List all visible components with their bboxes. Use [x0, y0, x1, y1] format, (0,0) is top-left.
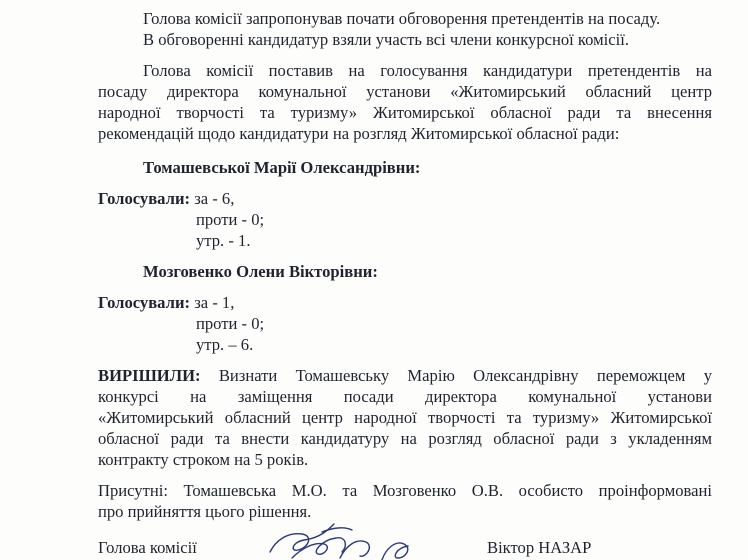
- voting-para-line-4: рекомендацій щодо кандидатури на розгляд Житомирської обласної ради:: [98, 124, 620, 143]
- footer-name: Віктор НАЗАР: [487, 538, 592, 557]
- decision-line-2: конкурсі на заміщення посади директора комунальної установи: [98, 387, 712, 406]
- voted-label: Голосували:: [98, 293, 191, 312]
- votes-for: за - 1,: [194, 293, 235, 312]
- candidate-2-against: проти - 0;: [196, 314, 265, 333]
- voting-para-line-3: народної творчості та туризму» Житомирської обласної ради та внесення: [98, 103, 712, 122]
- candidate-1-votes: [98, 189, 234, 209]
- decision-line-5: контракту строком на 5 років.: [98, 450, 309, 469]
- candidate-1-abstain: утр. - 1.: [196, 231, 251, 250]
- footer-role: Голова комісії: [98, 538, 197, 557]
- decision-label: ВИРІШИЛИ:: [98, 366, 201, 385]
- decision-first-text: Визнати Томашевську Марію Олександрівну переможцем у: [218, 366, 712, 385]
- candidate-1-name: Томашевської Марії Олександрівни:: [143, 158, 421, 177]
- present-line-1: Присутні: Томашевська М.О. та Мозговенко О.В. особисто проінформовані: [98, 481, 712, 500]
- present-line-2: про прийняття цього рішення.: [98, 502, 312, 521]
- decision-line-1: [98, 366, 712, 386]
- candidate-2-name: Мозговенко Олени Вікторівни:: [143, 262, 378, 281]
- decision-line-3: «Житомирський обласний центр народної творчості та туризму» Житомирської: [98, 408, 712, 427]
- candidate-2-abstain: утр. – 6.: [196, 335, 254, 354]
- candidate-2-votes: [98, 293, 234, 313]
- signature: [262, 518, 452, 560]
- voting-para-line-1: Голова комісії поставив на голосування кандидатури претендентів на: [143, 61, 712, 80]
- candidate-1-against: проти - 0;: [196, 210, 265, 229]
- intro-line-2: В обговоренні кандидатур взяли участь всі члени конкурсної комісії.: [143, 30, 629, 49]
- intro-line-1: Голова комісії запропонував почати обговорення претендентів на посаду.: [143, 9, 661, 28]
- decision-line-4: обласної ради та внести кандидатуру на розгляд обласної ради з укладенням: [98, 429, 712, 448]
- votes-for: за - 6,: [194, 189, 235, 208]
- voted-label: Голосували:: [98, 189, 191, 208]
- voting-para-line-2: посаду директора комунальної установи «Житомирський обласний центр: [98, 82, 712, 101]
